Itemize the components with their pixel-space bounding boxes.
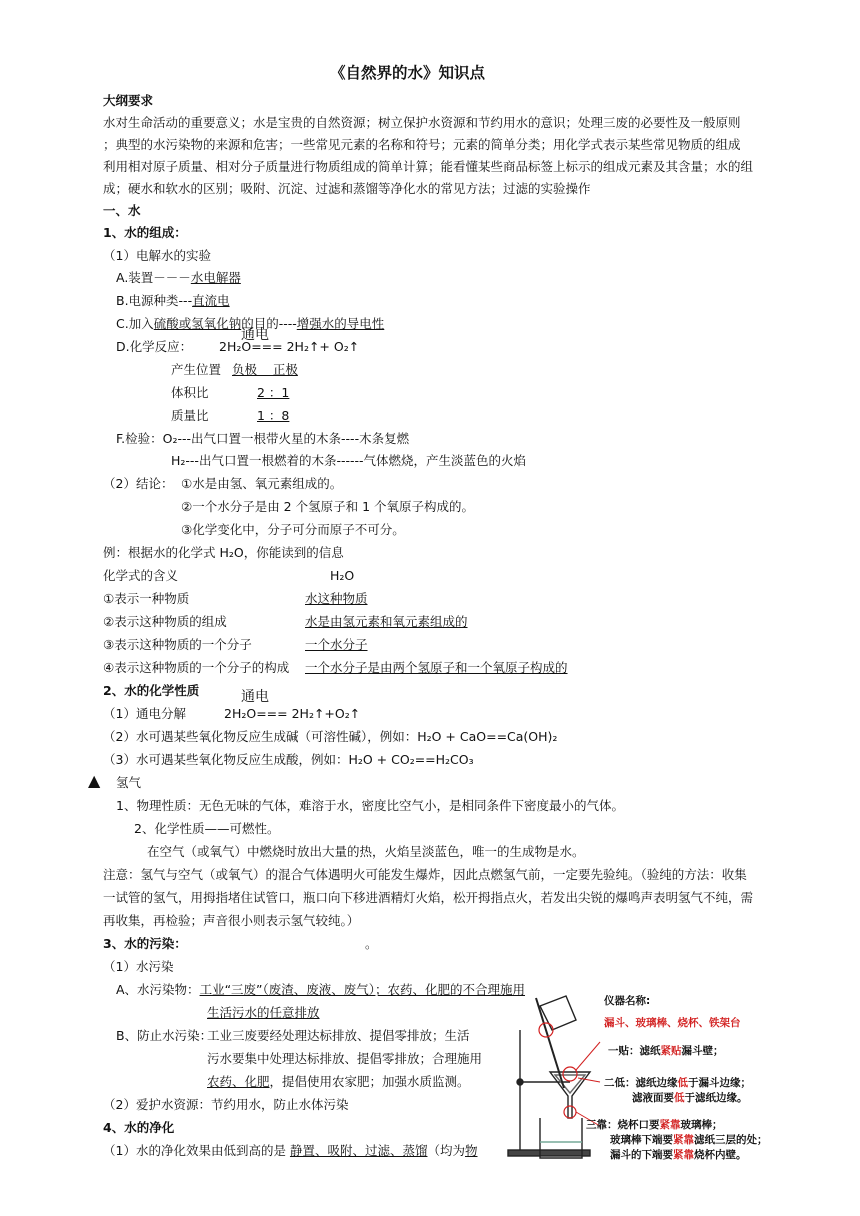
reaction-condition: 通电 <box>241 327 269 343</box>
reaction-equation: 2H₂O=== 2H₂↑+ O₂↑ <box>219 339 360 354</box>
syllabus-line: 利用相对原子质量、相对分子质量进行物质组成的简单计算；能看懂某些商品标签上标示的组成元素及其含量；水的组 <box>103 159 754 174</box>
hydrogen-note: 再收集，再检验；声音很小则表示氢气较纯。） <box>103 913 360 928</box>
hydrogen-note: 注意：氢气与空气（或氧气）的混合气体遇明火可能发生爆炸，因此点燃氢气前，一定要先验纯。（验纯的方法：收集 <box>103 867 747 882</box>
volume-ratio-value: 2 ：1 <box>257 385 290 400</box>
syllabus-line: 水对生命活动的重要意义；水是宝贵的自然资源；树立保护水资源和节约用水的意识；处理三废的必要性及一般原则 <box>103 115 741 130</box>
volume-ratio-label: 体积比 <box>171 385 209 400</box>
rule-three: 三靠：烧杯口要紧靠玻璃棒； <box>586 1119 723 1131</box>
rule-one: 一贴：滤纸紧贴漏斗壁； <box>608 1045 724 1057</box>
test-line: H₂---出气口置一根燃着的木条------气体燃烧，产生淡蓝色的火焰 <box>171 453 527 468</box>
property-label: （1）通电分解 <box>103 706 186 721</box>
page-title: 《自然界的水》知识点 <box>330 64 486 82</box>
property-line: （2）水可遇某些氧化物反应生成碱（可溶性碱），例如：H₂O + CaO==Ca(OH)₂ <box>103 729 558 744</box>
rule-three: 玻璃棒下端要紧靠滤纸三层的处； <box>610 1134 768 1146</box>
test-line: F.检验：O₂---出气口置一根带火星的木条----木条复燃 <box>116 431 410 446</box>
meaning-answer: 一个水分子 <box>305 637 368 652</box>
item-c: C.加入硫酸或氢氧化钠的目的----增强水的导电性 <box>116 316 385 331</box>
syllabus-line: ；典型的水污染物的来源和危害；一些常见元素的名称和符号；元素的简单分类；用化学式表示某些常见物质的组成 <box>103 137 741 152</box>
subsection-heading: 2、水的化学性质 <box>103 683 200 698</box>
rule-two: 二低：滤纸边缘低于漏斗边缘； <box>604 1077 751 1089</box>
meaning-question: ②表示这种物质的组成 <box>103 614 227 629</box>
meaning-answer: 水是由氢元素和氧元素组成的 <box>305 614 468 629</box>
reaction-equation: 2H₂O=== 2H₂↑+O₂↑ <box>224 706 361 721</box>
text-line: （1）水污染 <box>103 959 174 974</box>
pollutant-line: 生活污水的任意排放 <box>207 1005 320 1020</box>
meaning-question: ①表示一种物质 <box>103 591 190 606</box>
filtration-figure <box>500 990 800 1170</box>
subsection-heading: 1、水的组成： <box>103 225 187 240</box>
section-heading: 一、水 <box>103 203 141 218</box>
prevent-label: B、防止水污染： <box>116 1028 213 1043</box>
purify-line: （1）水的净化效果由低到高的是 静置、吸附、过滤、蒸馏（均为物 <box>103 1143 478 1158</box>
instrument-title: 仪器名称: <box>604 995 651 1007</box>
text-line: （2）爱护水资源：节约用水，防止水体污染 <box>103 1097 349 1112</box>
property-line: （3）水可遇某些氧化物反应生成酸，例如：H₂O + CO₂==H₂CO₃ <box>103 752 474 767</box>
meaning-answer: 一个水分子是由两个氢原子和一个氧原子构成的 <box>305 660 568 675</box>
conclusion-item: ②一个水分子是由 2 个氢原子和 1 个氧原子构成的。 <box>181 499 475 514</box>
hydrogen-note: 一试管的氢气，用拇指堵住试管口，瓶口向下移进酒精灯火焰，松开拇指点火，若发出尖锐的爆鸣声表明氢气不纯，需 <box>103 890 754 905</box>
meaning-answer: 水这种物质 <box>305 591 368 606</box>
hydrogen-line: 1、物理性质：无色无味的气体，难溶于水，密度比空气小，是相同条件下密度最小的气体。 <box>116 798 624 813</box>
hydrogen-line: 2、化学性质——可燃性。 <box>134 821 280 836</box>
prevent-line: 工业三废要经处理达标排放、提倡零排放；生活 <box>207 1028 470 1043</box>
hydrogen-line: 在空气（或氧气）中燃烧时放出大量的热，火焰呈淡蓝色，唯一的生成物是水。 <box>147 844 585 859</box>
conclusion-item: ①水是由氢、氧元素组成的。 <box>181 476 343 491</box>
instrument-names: 漏斗、玻璃棒、烧杯、铁架台 <box>604 1017 741 1029</box>
subsection-heading: 4、水的净化 <box>103 1120 175 1135</box>
stray-mark: 。 <box>365 936 378 951</box>
position-label: 产生位置 <box>171 362 222 377</box>
example-line: 例：根据水的化学式 H₂O，你能读到的信息 <box>103 545 344 560</box>
syllabus-line: 成；硬水和软水的区别；吸附、沉淀、过滤和蒸馏等净化水的常见方法；过滤的实验操作 <box>103 181 591 196</box>
prevent-line: 污水要集中处理达标排放、提倡零排放；合理施用 <box>207 1051 483 1066</box>
pollutant-line: A、水污染物：工业“三废”（废渣、废液、废气）；农药、化肥的不合理施用 <box>116 982 526 997</box>
syllabus-heading: 大纲要求 <box>103 93 154 108</box>
position-value: 负极 正极 <box>232 362 298 377</box>
reaction-condition: 通电 <box>241 689 269 705</box>
rule-two: 滤液面要低于滤纸边缘。 <box>632 1092 748 1104</box>
item-a: A.装置－－－水电解器 <box>116 270 241 285</box>
hydrogen-heading: 氢气 <box>116 775 142 790</box>
text-line: （1）电解水的实验 <box>103 248 211 263</box>
conclusion-item: ③化学变化中，分子可分而原子不可分。 <box>181 522 405 537</box>
triangle-marker-icon: ▲ <box>88 771 101 790</box>
subsection-heading: 3、水的污染： <box>103 936 187 951</box>
prevent-line: 农药、化肥，提倡使用农家肥；加强水质监测。 <box>207 1074 470 1089</box>
rule-three: 漏斗的下端要紧靠烧杯内壁。 <box>610 1149 747 1161</box>
item-b: B.电源种类---直流电 <box>116 293 230 308</box>
meaning-formula: H₂O <box>330 568 355 583</box>
mass-ratio-value: 1 ：8 <box>257 408 290 423</box>
meaning-question: ④表示这种物质的一个分子的构成 <box>103 660 290 675</box>
meaning-label: 化学式的含义 <box>103 568 179 583</box>
meaning-question: ③表示这种物质的一个分子 <box>103 637 252 652</box>
conclusion-label: （2）结论： <box>103 476 174 491</box>
mass-ratio-label: 质量比 <box>171 408 209 423</box>
item-d: D.化学反应： <box>116 339 193 354</box>
